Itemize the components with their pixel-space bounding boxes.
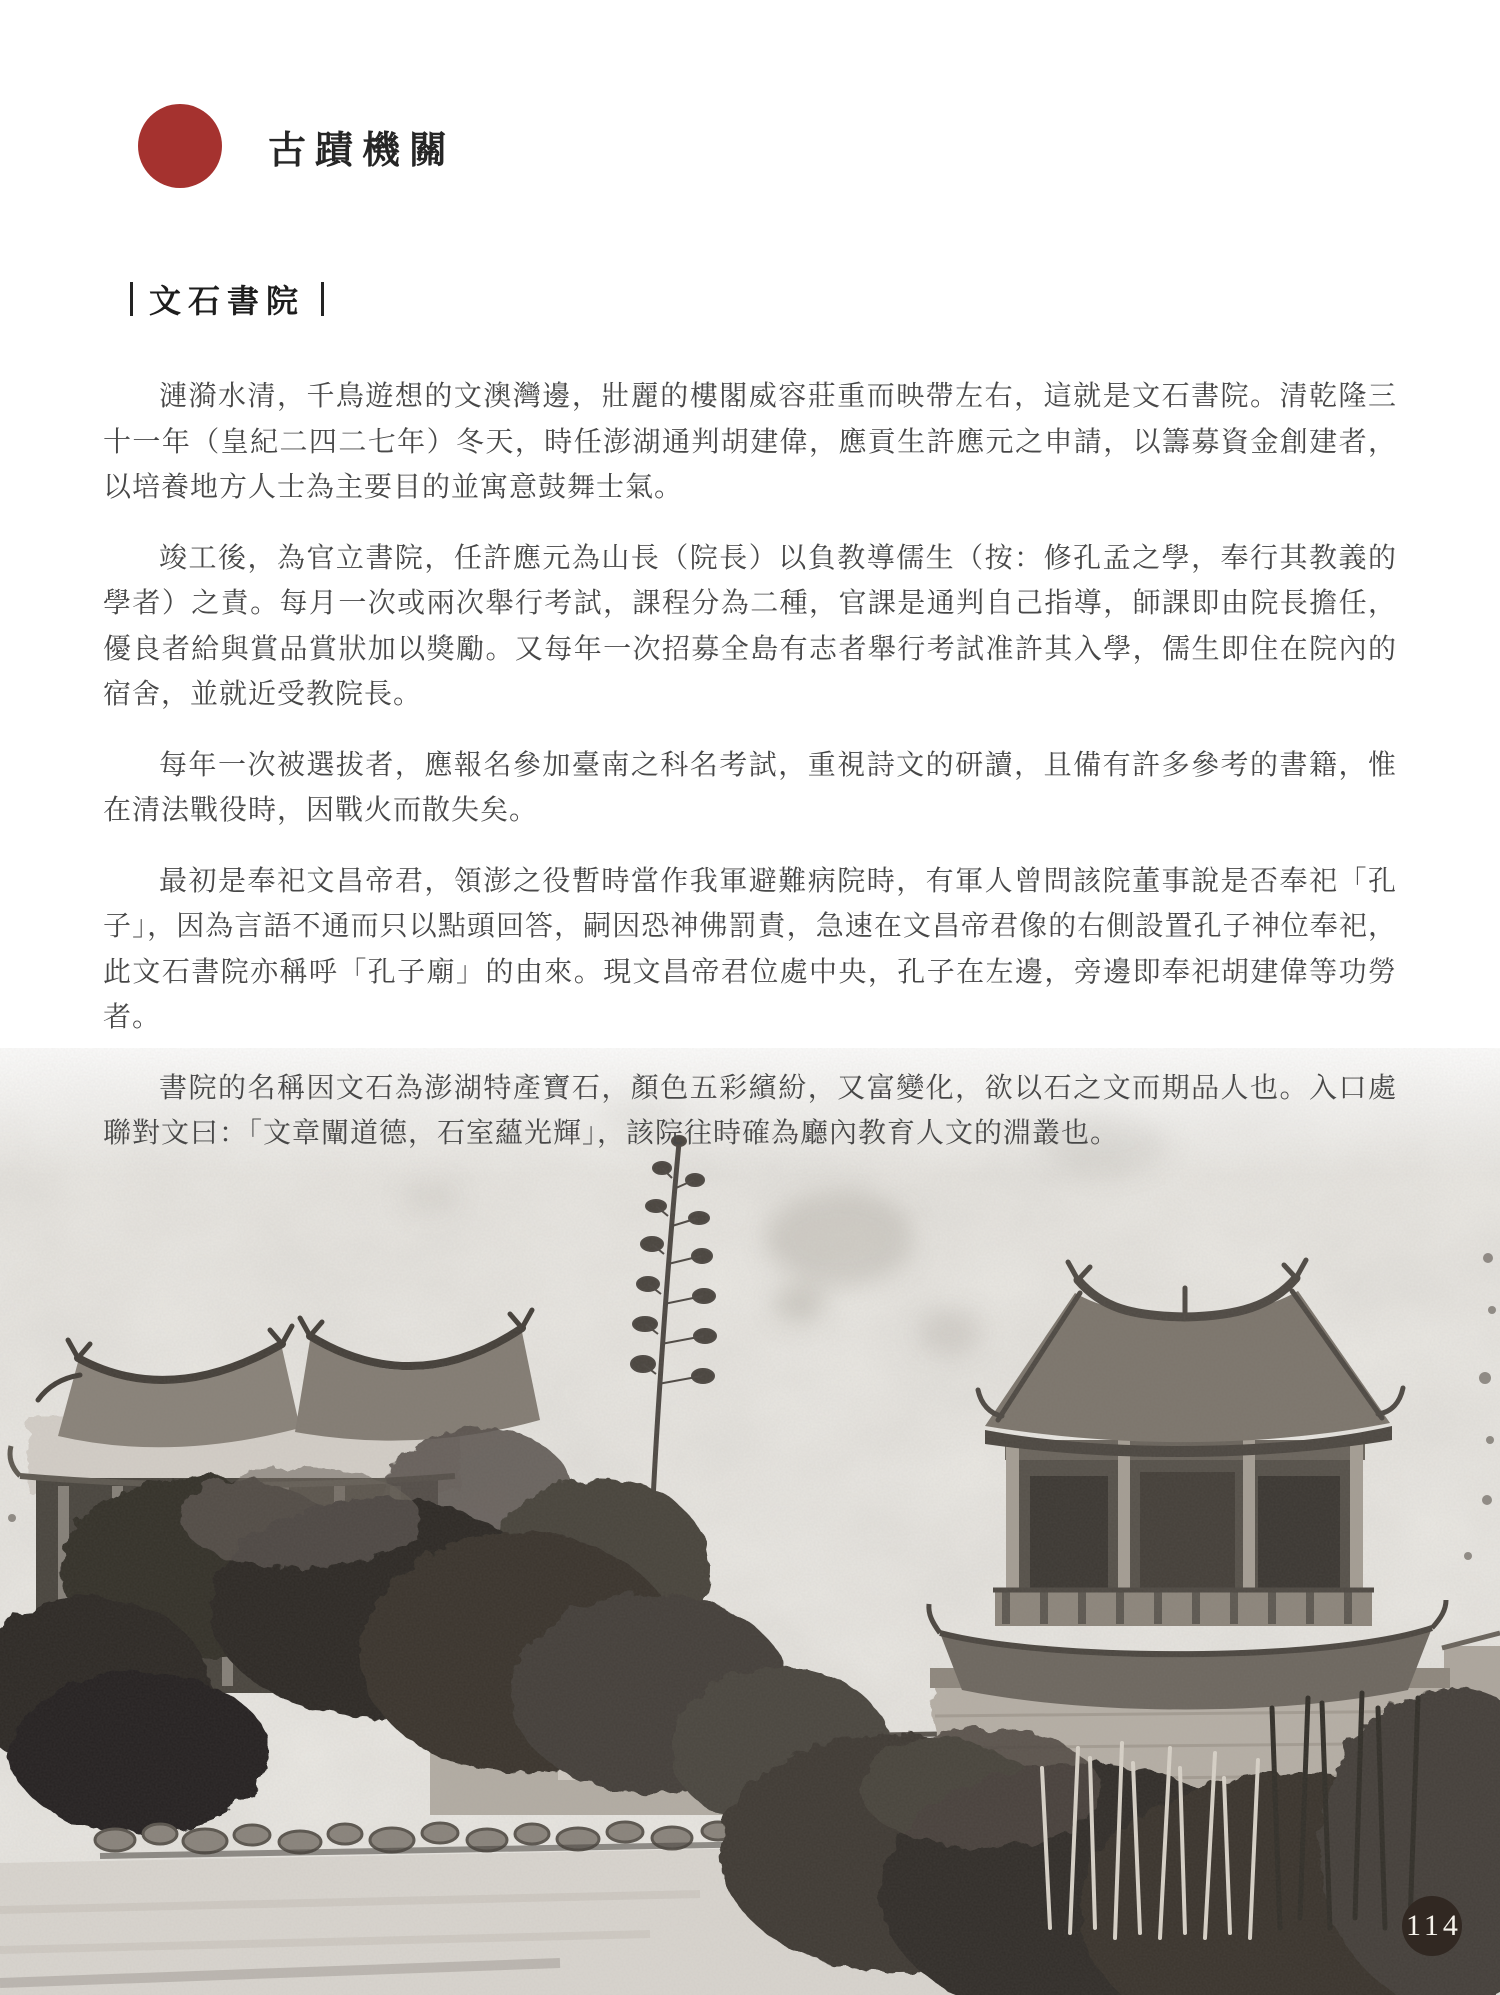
page-number-badge xyxy=(1402,1896,1462,1956)
page-number: 114 xyxy=(1406,1909,1462,1942)
title-bar-right-icon xyxy=(321,282,324,316)
paragraph-3: 每年一次被選拔者，應報名參加臺南之科名考試，重視詩文的研讀，且備有許多參考的書籍，惟在清法戰役時，因戰火而散失矣。 xyxy=(103,748,1397,825)
article-title xyxy=(130,276,324,322)
article-body xyxy=(103,373,1397,1181)
chapter-header xyxy=(138,104,456,188)
paragraph-4: 最初是奉祀文昌帝君，領澎之役暫時當作我軍避難病院時，有軍人曾問該院董事說是否奉祀「孔子」，因為言語不通而只以點頭回答，嗣因恐神佛罰責，急速在文昌帝君像的右側設置孔子神位奉祀，此文石書院亦稱呼「孔子廟」的由來。現文昌帝君位處中央，孔子在左邊，旁邊即奉祀胡建偉等功勞者。 xyxy=(103,864,1397,1032)
chapter-bullet-dot-icon xyxy=(138,104,222,188)
chapter-title: 古蹟機關 xyxy=(268,129,457,172)
historic-photo xyxy=(0,1048,1500,1995)
historic-photo-illustration xyxy=(0,1048,1500,1995)
title-bar-left-icon xyxy=(130,282,133,316)
paragraph-5: 書院的名稱因文石為澎湖特產寶石，顏色五彩繽紛，又富變化，欲以石之文而期品人也。入口處聯對文曰：「文章闡道德，石室蘊光輝」，該院往時確為廳內教育人文的淵叢也。 xyxy=(103,1071,1397,1148)
article-title-text: 文石書院 xyxy=(149,283,306,319)
paragraph-1: 漣漪水清，千鳥遊想的文澳灣邊，壯麗的樓閣威容莊重而映帶左右，這就是文石書院。清乾隆三十一年（皇紀二四二七年）冬天，時任澎湖通判胡建偉，應貢生許應元之申請，以籌募資金創建者，以培養地方人士為主要目的並寓意鼓舞士氣。 xyxy=(103,380,1397,502)
paragraph-2: 竣工後，為官立書院，任許應元為山長（院長）以負教導儒生（按：修孔孟之學，奉行其教義的學者）之責。每月一次或兩次舉行考試，課程分為二種，官課是通判自己指導，師課即由院長擔任，優良者給與賞品賞狀加以獎勵。又每年一次招募全島有志者舉行考試准許其入學，儒生即住在院內的宿舍，並就近受教院長。 xyxy=(103,541,1397,709)
